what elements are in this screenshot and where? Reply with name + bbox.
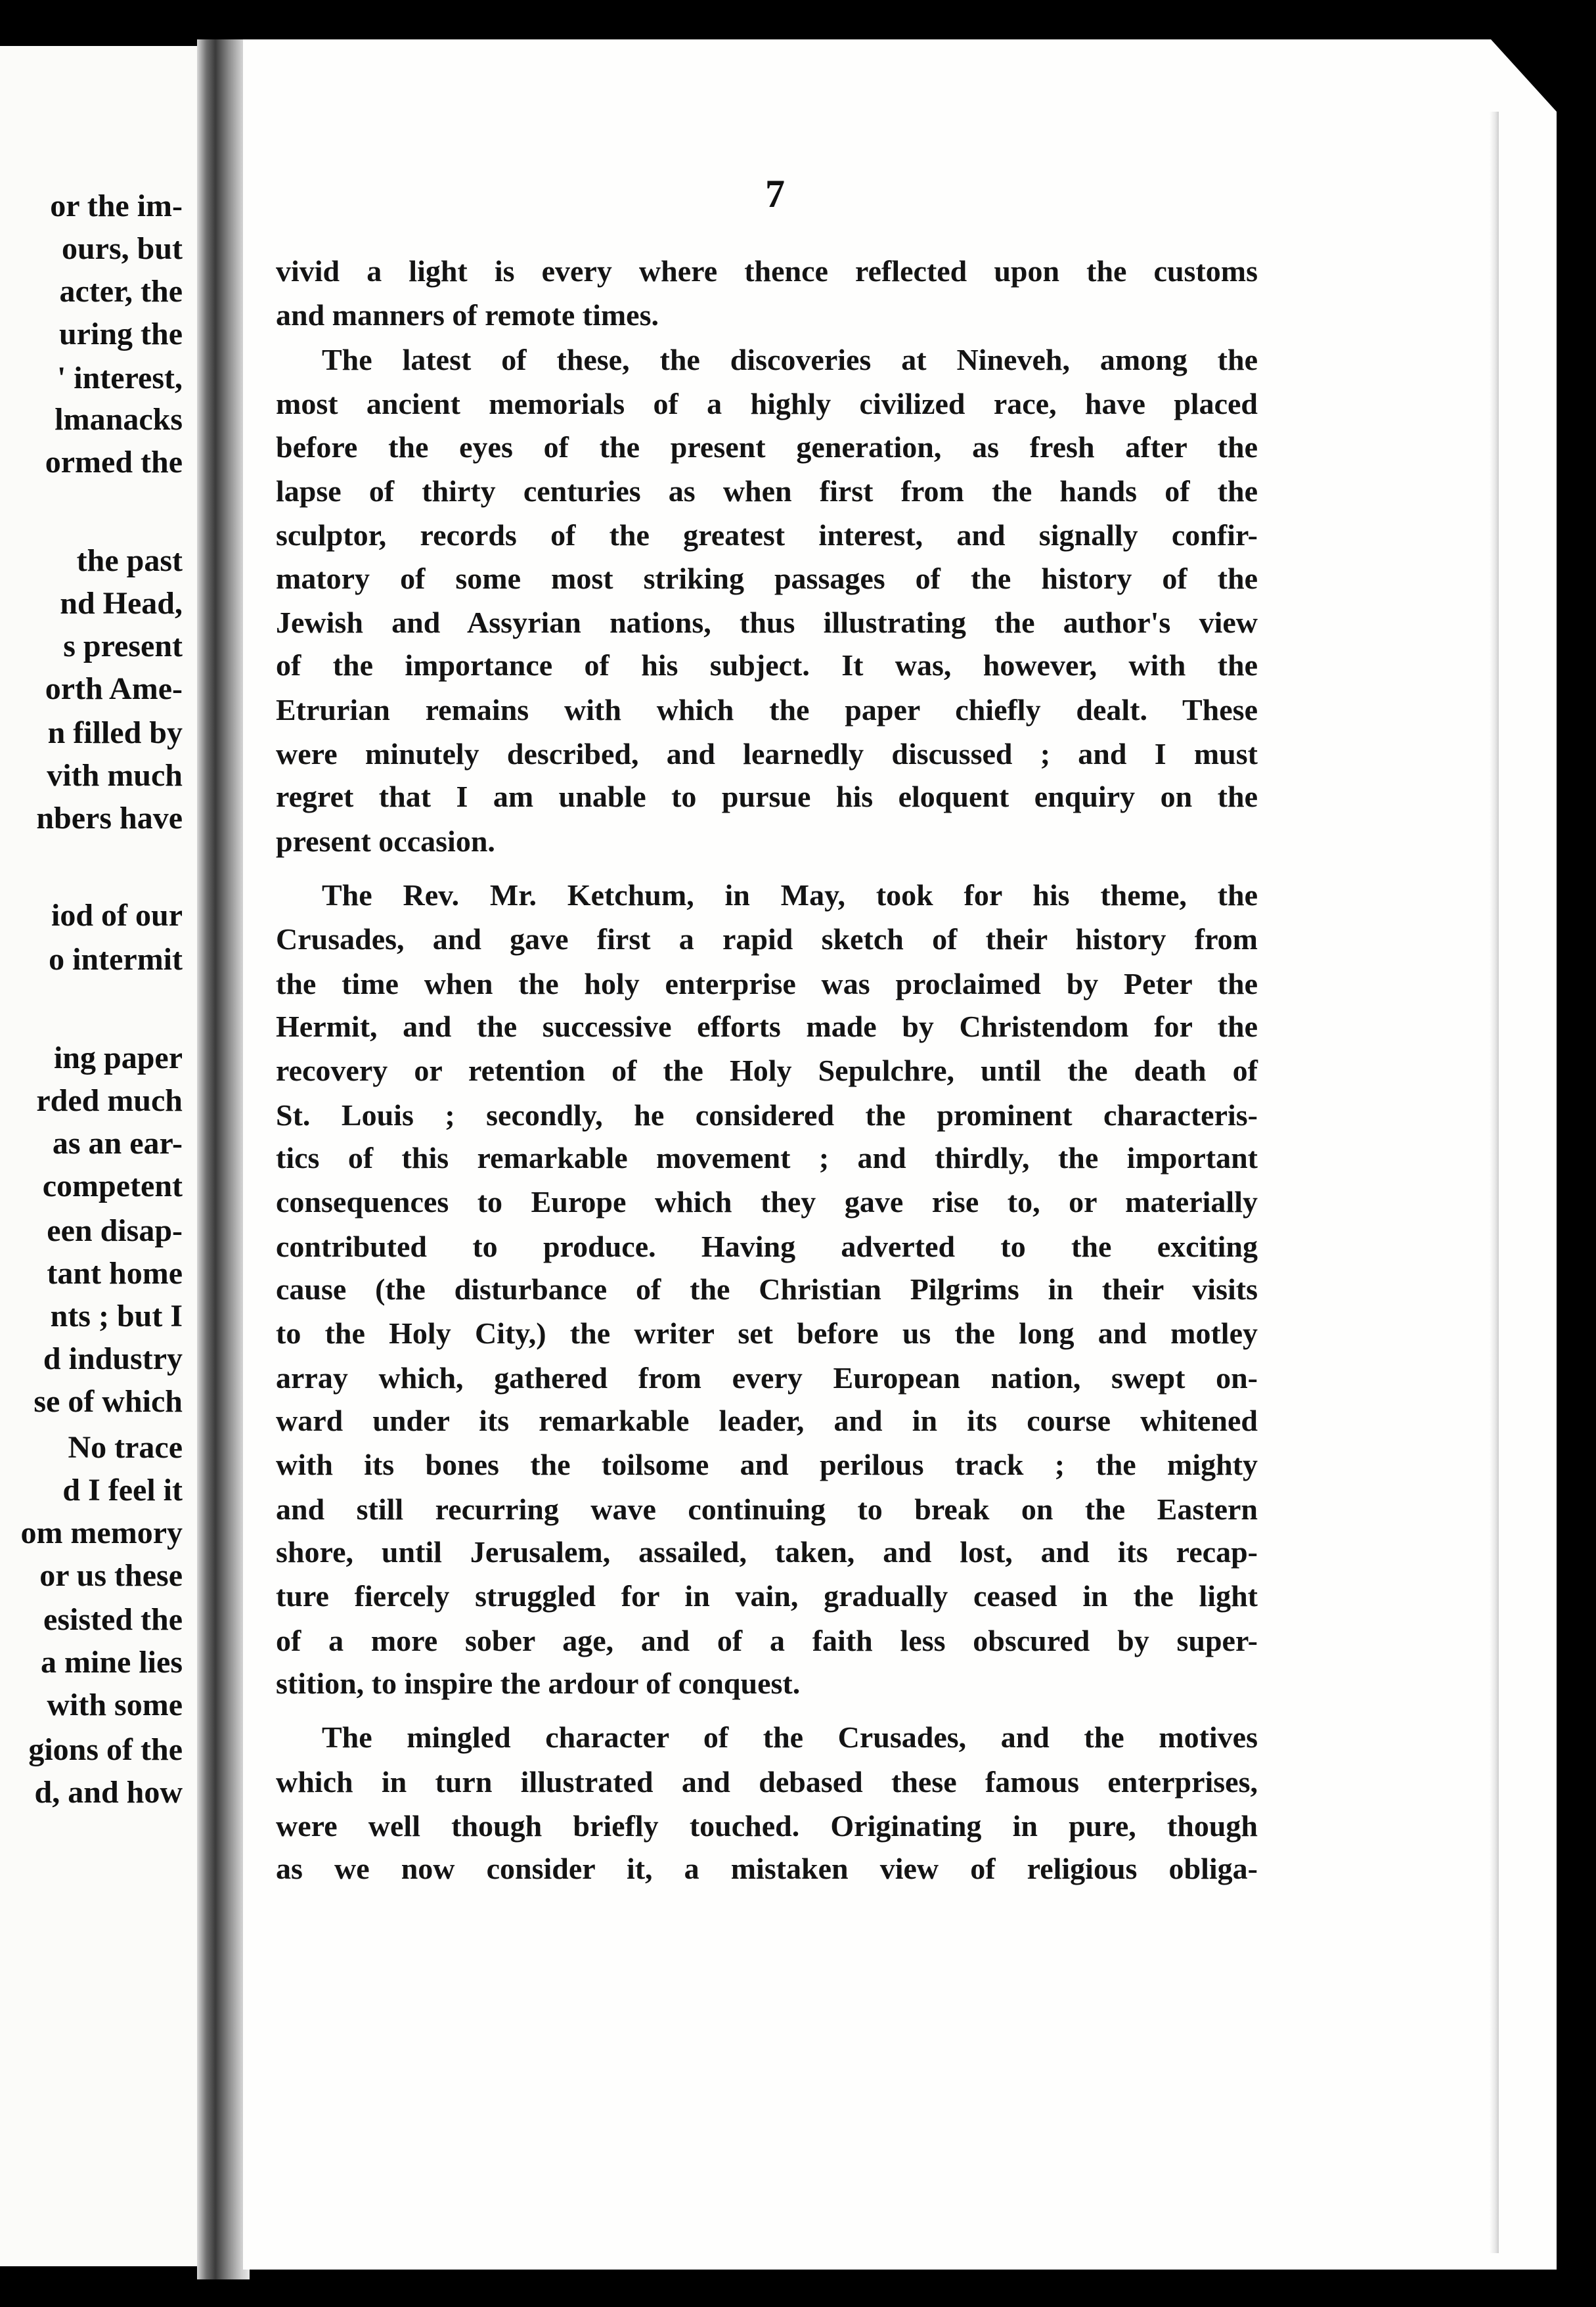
text-line: recovery or retention of the Holy Sepulchre, until the death of — [276, 1054, 1258, 1087]
text-line: the time when the holy enterprise was proclaimed by Peter the — [276, 967, 1258, 1000]
left-page-line: nd Head, — [60, 586, 183, 621]
left-page-line: as an ear- — [52, 1126, 183, 1161]
page-edge-shadow — [1490, 112, 1499, 2253]
left-page-line: orth Ame- — [45, 671, 183, 706]
left-page-line: om memory — [20, 1515, 183, 1550]
left-page-line: a mine lies — [41, 1645, 183, 1680]
left-page-line: ' interest, — [56, 361, 183, 395]
text-line: Jewish and Assyrian nations, thus illustrating the author's view — [276, 606, 1258, 639]
text-line: as we now consider it, a mistaken view of religious obliga- — [276, 1852, 1258, 1885]
left-page-line: with some — [47, 1688, 183, 1722]
text-line: with its bones the toilsome and perilous track ; the mighty — [276, 1448, 1258, 1481]
text-line: Crusades, and gave first a rapid sketch of their history from — [276, 922, 1258, 956]
left-page-line: s present — [63, 629, 183, 663]
text-line: to the Holy City,) the writer set before us the long and motley — [276, 1316, 1258, 1350]
text-line: Etrurian remains with which the paper chiefly dealt. These — [276, 693, 1258, 727]
left-page-line: or us these — [39, 1558, 183, 1593]
left-page-line: uring the — [58, 317, 183, 351]
text-line: ture fiercely struggled for in vain, gradually ceased in the light — [276, 1579, 1258, 1613]
folded-page-corner — [1491, 39, 1557, 112]
text-line: sculptor, records of the greatest interest, and signally confir- — [276, 518, 1258, 552]
text-line: shore, until Jerusalem, assailed, taken, and lost, and its recap- — [276, 1535, 1258, 1569]
left-page-line: d I feel it — [62, 1473, 183, 1508]
text-line: matory of some most striking passages of the history of the — [276, 562, 1258, 595]
left-page-line: the past — [76, 543, 183, 578]
left-page-line: ing paper — [53, 1041, 183, 1075]
text-line: and manners of remote times. — [276, 298, 659, 332]
text-line: of the importance of his subject. It was, however, with the — [276, 648, 1258, 682]
left-page-line: No trace — [68, 1430, 183, 1465]
left-page-line: lmanacks — [55, 402, 183, 437]
text-line: were well though briefly touched. Originating in pure, though — [276, 1809, 1258, 1843]
left-page-line: rded much — [36, 1083, 183, 1118]
text-line: before the eyes of the present generation, as fresh after the — [276, 430, 1258, 464]
text-line: St. Louis ; secondly, he considered the prominent characteris- — [276, 1098, 1258, 1132]
left-page-line: or the im- — [50, 189, 183, 223]
text-line: array which, gathered from every European nation, swept on- — [276, 1361, 1258, 1395]
left-page-line: d, and how — [34, 1775, 183, 1810]
text-line: lapse of thirty centuries as when first from the hands of the — [276, 474, 1258, 508]
text-line: vivid a light is every where thence reflected upon the customs — [276, 254, 1258, 288]
left-page-line: ours, but — [61, 231, 183, 266]
text-line: which in turn illustrated and debased these famous enterprises, — [276, 1765, 1258, 1799]
text-line: contributed to produce. Having adverted to the exciting — [276, 1230, 1258, 1263]
left-page-line: acter, the — [59, 274, 183, 309]
left-page-line: se of which — [33, 1384, 183, 1419]
text-line: Hermit, and the successive efforts made by Christendom for the — [276, 1010, 1258, 1043]
left-page-line: een disap- — [47, 1213, 183, 1248]
left-page-line: vith much — [47, 758, 183, 793]
left-page-line: iod of our — [51, 898, 183, 933]
text-line: consequences to Europe which they gave rise to, or materially — [276, 1185, 1258, 1219]
left-page-line: esisted the — [43, 1602, 183, 1637]
text-line: most ancient memorials of a highly civilized race, have placed — [276, 387, 1258, 420]
text-line: The mingled character of the Crusades, and the motives — [322, 1720, 1258, 1754]
left-facing-page — [0, 46, 197, 2266]
left-page-line: o intermit — [49, 942, 183, 977]
left-page-line: n filled by — [47, 715, 183, 750]
left-page-line: gions of the — [28, 1732, 183, 1767]
left-page-line: nbers have — [36, 801, 183, 836]
text-line: and still recurring wave continuing to break on the Eastern — [276, 1492, 1258, 1526]
page-number: 7 — [765, 172, 785, 215]
left-page-line: tant home — [47, 1256, 183, 1291]
left-page-line: competent — [42, 1169, 183, 1203]
left-page-line: d industry — [43, 1341, 183, 1376]
text-line: tics of this remarkable movement ; and thirdly, the important — [276, 1141, 1258, 1175]
text-line: ward under its remarkable leader, and in its course whitened — [276, 1404, 1258, 1437]
text-line: cause (the disturbance of the Christian Pilgrims in their visits — [276, 1272, 1258, 1306]
text-line: were minutely described, and learnedly discussed ; and I must — [276, 737, 1258, 771]
text-line: regret that I am unable to pursue his eloquent enquiry on the — [276, 780, 1258, 813]
text-line: The latest of these, the discoveries at Nineveh, among the — [322, 343, 1258, 376]
text-line: present occasion. — [276, 824, 495, 858]
left-page-line: ormed the — [45, 445, 183, 480]
left-page-line: nts ; but I — [50, 1299, 183, 1333]
book-gutter — [197, 39, 250, 2279]
text-line: The Rev. Mr. Ketchum, in May, took for his theme, the — [322, 878, 1258, 912]
left-page-text — [0, 46, 197, 2266]
text-line: of a more sober age, and of a faith less obscured by super- — [276, 1624, 1258, 1657]
text-line: stition, to inspire the ardour of conquest. — [276, 1667, 801, 1700]
